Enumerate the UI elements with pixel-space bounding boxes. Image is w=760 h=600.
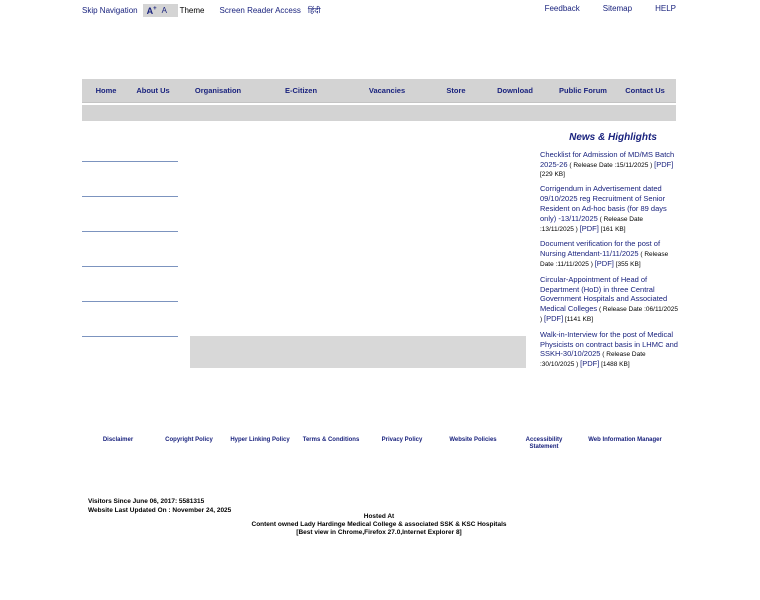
footer-web-information-manager-link[interactable]: Web Information Manager [588,437,662,443]
font-increase-sup: + [153,5,157,12]
help-link[interactable]: HELP [655,4,676,13]
sub-navigation-bar [82,105,676,121]
sidebar-divider [82,336,178,337]
last-updated: Website Last Updated On : November 24, 2025 [88,506,232,514]
news-item-link[interactable]: Document verification for the post of Nursing Attendant-11/11/2025 [540,239,661,259]
nav-store[interactable]: Store [446,86,466,95]
theme-link[interactable]: Theme [179,6,205,15]
footer-policy-links [82,437,682,453]
news-release-date: ( Release Date :06/11/2025 ) [540,306,678,323]
nav-e-citizen[interactable]: E-Citizen [284,86,318,95]
content-owner: Content owned Lady Hardinge Medical College & associated SSK & KSC Hospitals [251,521,507,528]
hindi-language-link[interactable]: हिंदी [307,6,321,15]
top-utility-bar [82,4,676,18]
nav-about-us[interactable]: About Us [136,86,170,95]
nav-vacancies[interactable]: Vacancies [368,86,406,95]
font-increase-button[interactable] [147,6,157,16]
best-view-note: [Best view in Chrome,Firefox 27.0,Internet Explorer 8] [296,529,462,536]
news-item-link[interactable]: Checklist for Admission of MD/MS Batch 2025-26 [540,150,675,169]
footer-disclaimer-link[interactable]: Disclaimer [102,437,134,443]
hosting-info [200,513,558,537]
news-pdf-link[interactable]: [PDF] [654,159,674,169]
footer-copyright-policy-link[interactable]: Copyright Policy [165,437,213,443]
news-file-size: [1141 KB] [564,315,594,323]
skip-navigation-link[interactable]: Skip Navigation [82,6,138,15]
font-normal-button[interactable]: A [161,6,167,15]
sidebar-divider [82,231,178,232]
news-pdf-link[interactable]: [PDF] [580,359,600,369]
nav-public-forum[interactable]: Public Forum [559,86,607,95]
news-item-link[interactable]: Circular-Appointment of Head of Department (HoD) in three Central Government Hospitals and Associated Medical Colleges [540,274,668,314]
news-highlights-panel [540,132,678,376]
footer-privacy-policy-link[interactable]: Privacy Policy [381,437,423,443]
news-item-link[interactable]: Corrigendum in Advertisement dated 09/10/2025 reg Recruitment of Senior Resident on Ad-hoc basis (for 89 days only) -13/11/2025 [540,184,667,223]
sitemap-link[interactable]: Sitemap [602,4,633,13]
sidebar-divider [82,196,178,197]
news-title: News & Highlights [569,132,657,143]
main-navigation [82,79,676,103]
news-item [540,151,678,179]
font-size-controls [143,4,178,17]
footer-terms-conditions-link[interactable]: Terms & Conditions [302,437,360,443]
news-file-size: [161 KB] [600,225,626,233]
feedback-link[interactable]: Feedback [544,4,580,13]
sidebar-divider [82,266,178,267]
nav-home[interactable]: Home [95,86,117,95]
sidebar-divider [82,301,178,302]
font-increase-label: A [146,5,154,16]
news-item [540,185,678,234]
news-item [540,276,678,325]
footer-website-policies-link[interactable]: Website Policies [449,437,497,443]
hosted-at: Hosted At [363,513,395,520]
news-release-date: ( Release Date :11/11/2025 ) [540,251,669,268]
sidebar-divider [82,161,178,162]
nav-organisation[interactable]: Organisation [194,86,242,95]
footer-accessibility-statement-link[interactable]: Accessibility Statement [525,437,563,450]
news-pdf-link[interactable]: [PDF] [579,223,599,233]
news-item [540,240,678,269]
news-file-size: [355 KB] [615,260,641,268]
screen-reader-access-link[interactable]: Screen Reader Access [219,6,301,15]
top-right-links [522,4,676,13]
news-pdf-link[interactable]: [PDF] [594,258,614,268]
news-pdf-link[interactable]: [PDF] [543,313,564,323]
visitor-count: Visitors Since June 06, 2017: 5581315 [88,498,205,505]
nav-contact-us[interactable]: Contact Us [625,86,665,95]
news-release-date: ( Release Date :30/10/2025 ) [540,351,646,369]
news-release-date: ( Release Date :15/11/2025 ) [569,161,653,169]
footer-hyper-linking-policy-link[interactable]: Hyper Linking Policy [230,437,290,443]
news-file-size: [1488 KB] [601,361,630,369]
news-release-date: ( Release Date :13/11/2025 ) [540,215,643,233]
content-placeholder-box [190,336,526,368]
news-item [540,331,678,370]
nav-download[interactable]: Download [497,86,533,95]
top-left-links [82,4,321,17]
news-file-size: [229 KB] [540,170,565,178]
news-item-link[interactable]: Walk-in-Interview for the post of Medical Physicists on contract basis in LHMC and SSKH-30/10/2025 [540,329,678,359]
